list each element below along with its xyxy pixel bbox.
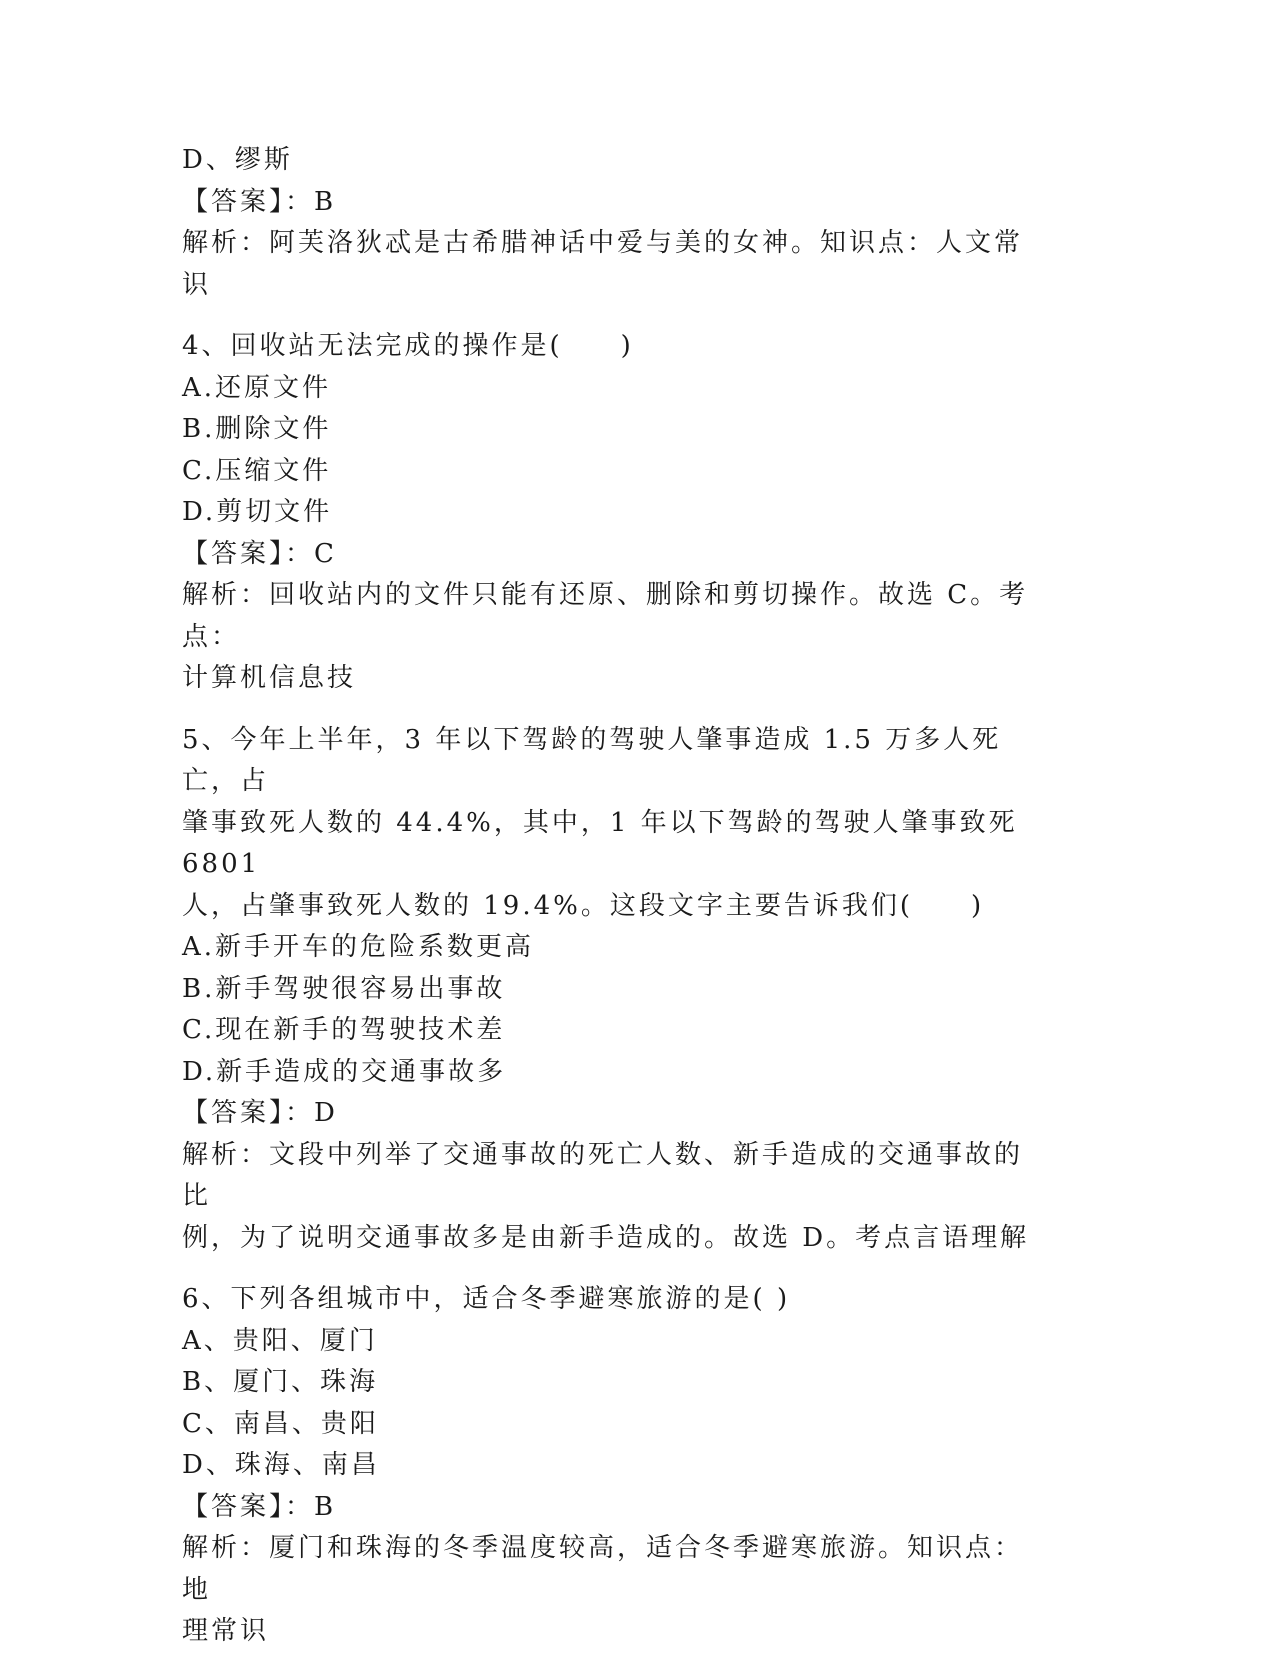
question-5 [182, 720, 1032, 1260]
q4-analysis-line-2: 计算机信息技 [182, 663, 357, 693]
question-3-tail [182, 140, 1032, 306]
question-4 [182, 326, 1032, 700]
q4-option-c: C.压缩文件 [182, 455, 332, 486]
q4-option-a: A.还原文件 [182, 372, 332, 403]
spacer [182, 1259, 1032, 1279]
q3-option-d: D、缪斯 [182, 145, 293, 175]
q5-option-b: B.新手驾驶很容易出事故 [182, 973, 506, 1004]
q5-option-a: A.新手开车的危险系数更高 [182, 932, 535, 962]
spacer [182, 306, 1032, 326]
q6-option-a: A、贵阳、厦门 [182, 1325, 378, 1356]
q4-option-b: B.删除文件 [182, 414, 332, 444]
q5-option-d: D.新手造成的交通事故多 [182, 1056, 507, 1087]
q4-option-d: D.剪切文件 [182, 497, 333, 527]
q4-answer: 【答案】：C [182, 538, 337, 569]
q5-answer: 【答案】：D [182, 1098, 338, 1128]
exam-content [182, 140, 1032, 1653]
q3-answer: 【答案】：B [182, 186, 337, 217]
q5-stem-line-2: 肇事致死人数的 44.4%，其中，1 年以下驾龄的驾驶人肇事致死 6801 [182, 807, 1029, 879]
q6-option-b: B、厦门、珠海 [182, 1367, 379, 1397]
q5-analysis-line-2: 例，为了说明交通事故多是由新手造成的。故选 D。考点言语理解 [182, 1222, 1030, 1253]
q4-analysis-line-1: 解析：回收站内的文件只能有还原、删除和剪切操作。故选 C。考点： [182, 580, 1029, 652]
question-6 [182, 1279, 1032, 1653]
q6-option-c: C、南昌、贵阳 [182, 1408, 379, 1439]
q5-analysis-line-1: 解析：文段中列举了交通事故的死亡人数、新手造成的交通事故的比 [182, 1139, 1024, 1211]
q6-option-d: D、珠海、南昌 [182, 1450, 380, 1480]
q6-stem: 6、下列各组城市中，适合冬季避寒旅游的是( ) [182, 1284, 791, 1314]
q4-stem: 4、回收站无法完成的操作是( ) [182, 331, 634, 361]
q5-stem-line-3: 人，占肇事致死人数的 19.4%。这段文字主要告诉我们( ) [182, 890, 985, 921]
q6-analysis-line-1: 解析：厦门和珠海的冬季温度较高，适合冬季避寒旅游。知识点：地 [182, 1533, 1024, 1605]
q6-analysis-line-2: 理常识 [182, 1616, 270, 1646]
q5-option-c: C.现在新手的驾驶技术差 [182, 1015, 506, 1045]
q3-analysis: 解析：阿芙洛狄忒是古希腊神话中爱与美的女神。知识点：人文常识 [182, 228, 1024, 300]
spacer [182, 700, 1032, 720]
q5-stem-line-1: 5、今年上半年，3 年以下驾龄的驾驶人肇事造成 1.5 万多人死亡，占 [182, 724, 1002, 796]
q6-answer: 【答案】：B [182, 1491, 337, 1522]
